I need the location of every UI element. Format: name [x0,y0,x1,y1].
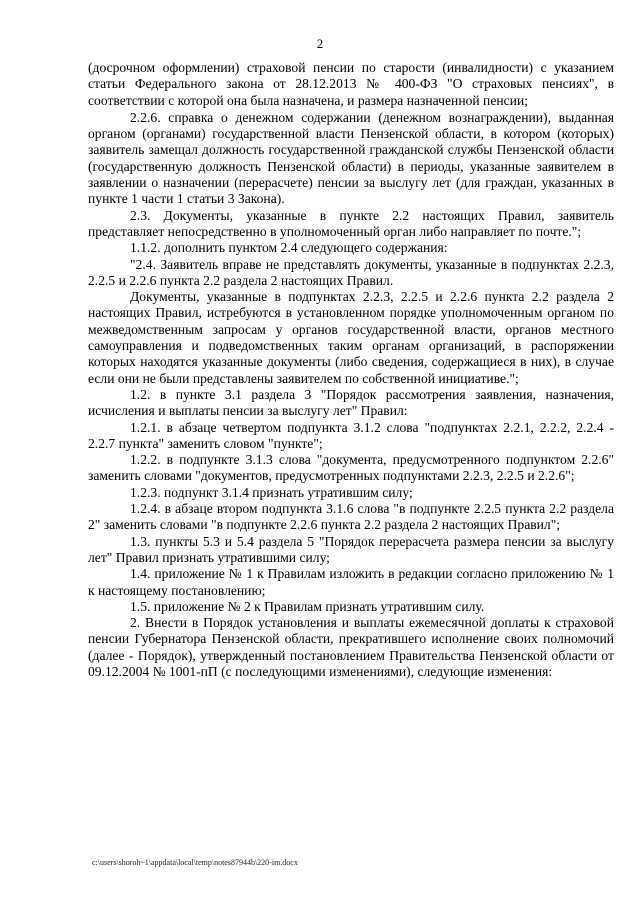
document-body [88,60,614,680]
paragraph: 1.3. пункты 5.3 и 5.4 раздела 5 "Порядок перерасчета размера пенсии за выслугу лет" Правил признать утратившими силу; [88,533,614,565]
paragraph: 1.2. в пункте 3.1 раздела 3 "Порядок рассмотрения заявления, назначения, исчисления и выплаты пенсии за выслугу лет" Правил: [88,386,614,419]
paragraph: 1.2.2. в подпункте 3.1.3 слова "документа, предусмотренного подпунктом 2.2.6" заменить словами "документов, предусмотренных подпунктами 2.2.3, 2.2.5 и 2.2.6"; [88,452,614,484]
paragraph: 2. Внести в Порядок установления и выплаты ежемесячной доплаты к страховой пенсии Губернатора Пензенской области, прекратившего исполнение своих полномочий (далее - Порядок), утвержденный постановлением Правительства Пензенской области от 09.12.2004 № 1001-пП (с последующими изменениями), следующие изменения: [88,615,614,679]
paragraph: (досрочном оформлении) страховой пенсии по старости (инвалидности) с указанием статьи Федерального закона от 28.12.2013 № 400-ФЗ "О страховых пенсиях", в соответствии с которой она была назначена, и размера назначенной пенсии; [88,60,614,108]
paragraph: 1.5. приложение № 2 к Правилам признать утратившим силу. [130,598,485,614]
page-number: 2 [316,36,324,51]
file-path-footer: c:\users\shoroh~1\appdata\local\temp\notes87944b\220-im.docx [92,858,298,867]
paragraph: 2.2.6. справка о денежном содержании (денежном вознаграждении), выданная органом (органами) государственной власти Пензенской области, в котором (которых) заявитель замещал должность государственной гражданской службы Пензенской области (государственную должность Пензенской области) в периоды, указанные заявителем в заявлении о назначении (перерасчете) пенсии за выслугу лет (для граждан, указанных в пункте 1 части 1 статьи 3 Закона). [88,109,614,207]
paragraph: 1.2.3. подпункт 3.1.4 признать утратившим силу; [130,484,413,500]
paragraph: Документы, указанные в подпунктах 2.2.3, 2.2.5 и 2.2.6 пункта 2.2 раздела 2 настоящих Правил, истребуются в установленном порядке уполномоченным органом по межведомственным запросам у органов государственной власти, органов местного самоуправления и подведомственных таким органам организаций, в распоряжении которых находятся указанные документы (либо сведения, содержащиеся в них), в случае если они не были представлены заявителем по собственной инициативе."; [88,289,614,386]
paragraph: 1.4. приложение № 1 к Правилам изложить в редакции согласно приложению № 1 к настоящему постановлению; [88,566,614,598]
paragraph: "2.4. Заявитель вправе не представлять документы, указанные в подпунктах 2.2.3, 2.2.5 и 2.2.6 пункта 2.2 раздела 2 настоящих Правил. [88,256,614,288]
paragraph: 1.1.2. дополнить пунктом 2.4 следующего содержания: [130,240,448,256]
paragraph: 1.2.4. в абзаце втором подпункта 3.1.6 слова "в подпункте 2.2.5 пункта 2.2 раздела 2" заменить словами "в подпункте 2.2.6 пункта 2.2 раздела 2 настоящих Правил"; [88,501,614,533]
paragraph: 2.3. Документы, указанные в пункте 2.2 настоящих Правил, заявитель представляет непосредственно в уполномоченный орган либо направляет по почте."; [88,207,614,239]
paragraph: 1.2.1. в абзаце четвертом подпункта 3.1.2 слова "подпунктах 2.2.1, 2.2.2, 2.2.4 - 2.2.7 пункта" заменить словом "пункте"; [88,419,614,451]
